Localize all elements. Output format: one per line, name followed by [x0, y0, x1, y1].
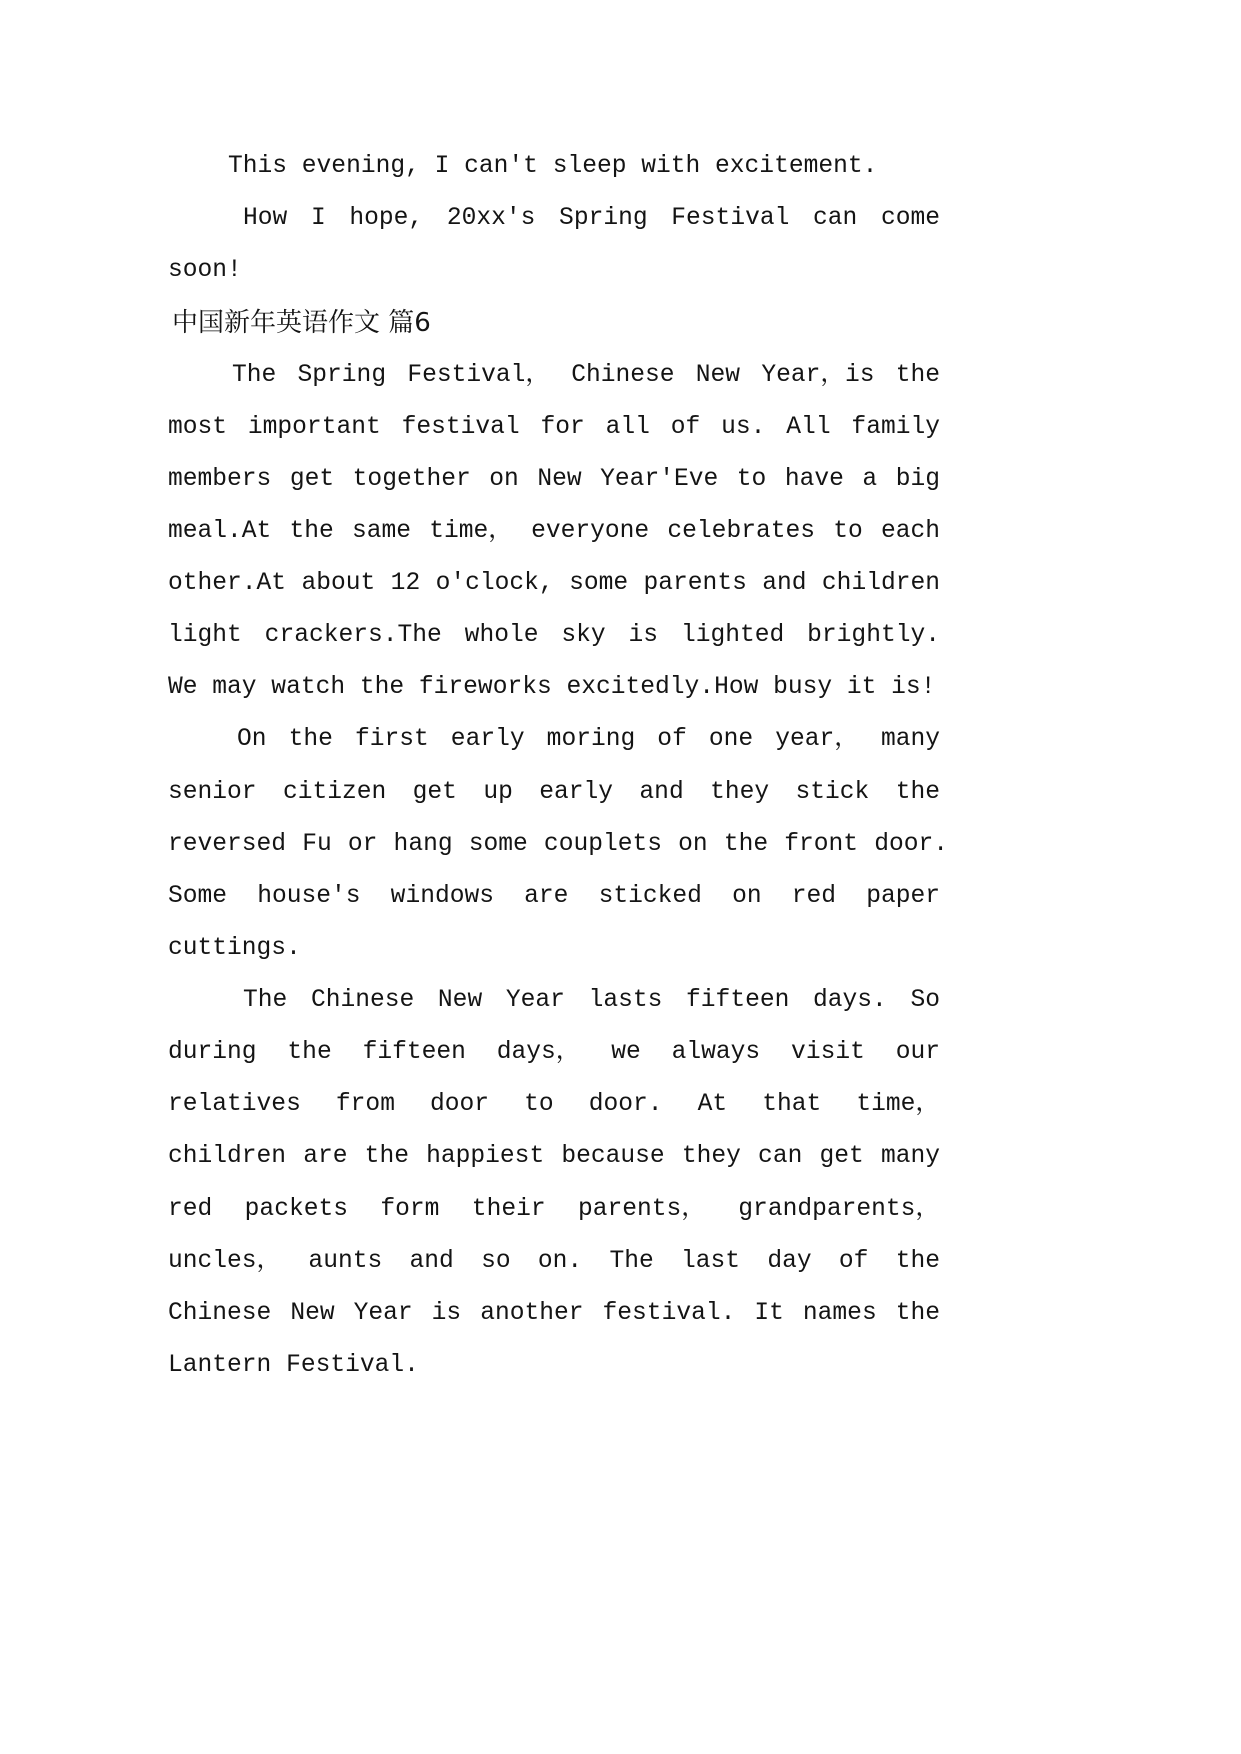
- line-text: Some house's windows are sticked on red paper: [168, 882, 940, 910]
- text-line: [168, 245, 940, 297]
- line-text: children are the happiest because they can get many: [168, 1143, 940, 1171]
- text-line: [168, 1027, 940, 1079]
- paragraph: [168, 714, 968, 975]
- text-line: [168, 558, 940, 610]
- text-line: [168, 819, 948, 871]
- text-line: [168, 1236, 940, 1288]
- text-line: [168, 662, 955, 714]
- text-line: [168, 975, 940, 1027]
- document-page: [168, 141, 968, 1392]
- section-heading: 中国新年英语作文 篇6: [172, 308, 431, 339]
- text-line: [168, 1131, 940, 1183]
- line-text: senior citizen get up early and they stick the: [168, 778, 940, 806]
- paragraph: [168, 975, 968, 1392]
- line-text: uncles， aunts and so on. The last day of the: [168, 1247, 940, 1275]
- line-text: This evening, I can't sleep with excitement.: [228, 153, 878, 180]
- text-line: [168, 610, 940, 662]
- line-text: reversed Fu or hang some couplets on the front door.: [168, 830, 948, 858]
- line-text: members get together on New Year'Eve to have a big: [168, 465, 940, 493]
- line-text: soon!: [168, 257, 242, 285]
- line-text: cuttings.: [168, 934, 301, 962]
- line-text: Lantern Festival.: [168, 1351, 419, 1379]
- line-text: other.At about 12 o'clock, some parents and children: [168, 570, 940, 597]
- text-line: [168, 767, 940, 819]
- line-text: meal.At the same time， everyone celebrates to each: [168, 517, 940, 545]
- line-text: relatives from door to door. At that time，: [168, 1091, 940, 1119]
- paragraph: [168, 193, 968, 297]
- line-text: The Spring Festival， Chinese New Year，is the: [232, 361, 940, 389]
- text-line: [168, 1340, 940, 1392]
- line-text: during the fifteen days， we always visit our: [168, 1039, 940, 1067]
- text-line: [168, 1184, 940, 1236]
- text-line: [168, 871, 940, 923]
- text-line: [168, 923, 940, 975]
- line-text: The Chinese New Year lasts fifteen days. So: [243, 987, 940, 1014]
- text-line: [168, 193, 940, 245]
- text-line: [168, 454, 940, 506]
- text-line: [168, 506, 940, 558]
- line-text: most important festival for all of us. All family: [168, 413, 940, 441]
- text-line: [168, 402, 940, 454]
- line-text: We may watch the fireworks excitedly.How busy it is!: [168, 674, 936, 702]
- line-text: On the first early moring of one year， many: [237, 726, 940, 754]
- text-line: [168, 1288, 940, 1340]
- line-text: red packets form their parents， grandparents，: [168, 1195, 940, 1223]
- paragraph: [168, 141, 968, 193]
- line-text: light crackers.The whole sky is lighted brightly.: [168, 622, 940, 650]
- text-line: [168, 350, 940, 402]
- text-line: [168, 141, 940, 193]
- text-line: [168, 714, 940, 766]
- paragraph: [168, 350, 968, 715]
- line-text: Chinese New Year is another festival. It names the: [168, 1299, 940, 1327]
- text-line: [168, 1079, 940, 1131]
- line-text: How I hope, 20xx's Spring Festival can come: [243, 205, 940, 233]
